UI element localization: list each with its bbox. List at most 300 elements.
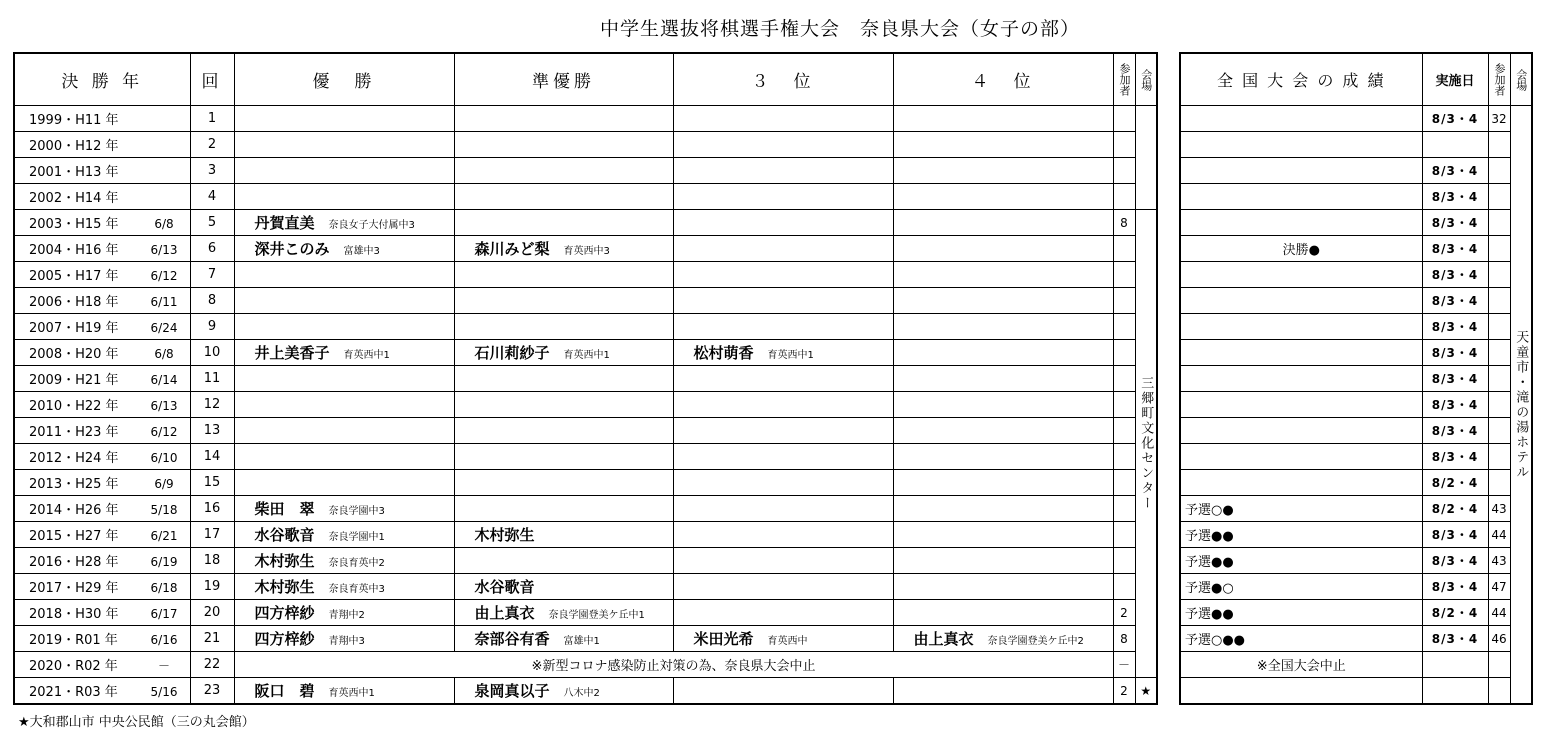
year-label: 2014・H26 年 [29, 503, 119, 518]
national-date: 8/3・4 [1422, 236, 1488, 262]
table-row [14, 314, 1157, 340]
national-row [1180, 158, 1532, 184]
round-number: 11 [190, 366, 234, 392]
participant-count [1113, 314, 1135, 340]
header-third: ３ 位 [673, 53, 893, 106]
national-date: 8/3・4 [1422, 392, 1488, 418]
year-label: 2004・H16 年 [29, 243, 119, 258]
round-number: 8 [190, 288, 234, 314]
runner-up-cell [454, 366, 673, 392]
table-row [14, 392, 1157, 418]
table-row [14, 236, 1157, 262]
participant-count [1113, 158, 1135, 184]
national-result [1180, 262, 1422, 288]
runner-up-cell [454, 106, 673, 132]
runner-up-name: 木村弥生 [474, 526, 535, 544]
national-date: 8/3・4 [1422, 210, 1488, 236]
year-cell [14, 236, 190, 262]
date-label: 5/16 [150, 685, 178, 699]
fourth-cell [893, 340, 1113, 366]
national-participant-count: 47 [1488, 574, 1510, 600]
national-row [1180, 132, 1532, 158]
header-fourth: ４ 位 [893, 53, 1113, 106]
third-cell [673, 340, 893, 366]
results-table [13, 52, 1158, 705]
national-row [1180, 626, 1532, 652]
national-participant-count: 43 [1488, 496, 1510, 522]
third-name: 松村萌香 [693, 344, 754, 362]
national-date [1422, 652, 1488, 678]
national-row [1180, 314, 1532, 340]
round-number: 15 [190, 470, 234, 496]
fourth-cell [893, 158, 1113, 184]
national-result [1180, 288, 1422, 314]
national-result [1180, 314, 1422, 340]
year-cell [14, 574, 190, 600]
national-result [1180, 470, 1422, 496]
third-cell [673, 236, 893, 262]
fourth-cell [893, 210, 1113, 236]
fourth-cell [893, 132, 1113, 158]
year-cell [14, 470, 190, 496]
winner-school: 奈良学園中1 [328, 532, 385, 543]
table-row [14, 262, 1157, 288]
national-result: 予選○● [1180, 496, 1422, 522]
national-row [1180, 340, 1532, 366]
date-label: 6/12 [150, 269, 178, 283]
national-participant-count [1488, 314, 1510, 340]
fourth-cell [893, 496, 1113, 522]
national-date: 8/3・4 [1422, 184, 1488, 210]
date-label: 6/10 [150, 451, 178, 465]
round-number: 2 [190, 132, 234, 158]
header-participants: 参加者 [1113, 53, 1135, 106]
date-label: 6/8 [154, 347, 174, 361]
national-result [1180, 210, 1422, 236]
participant-count [1113, 522, 1135, 548]
year-cell [14, 652, 190, 678]
participant-count [1113, 288, 1135, 314]
year-cell [14, 158, 190, 184]
table-row [14, 210, 1157, 236]
national-participant-count [1488, 392, 1510, 418]
participant-count: 2 [1113, 678, 1135, 705]
national-result [1180, 366, 1422, 392]
national-participant-count: 44 [1488, 600, 1510, 626]
winner-cell [234, 496, 454, 522]
year-label: 2017・H29 年 [29, 581, 119, 596]
year-cell [14, 366, 190, 392]
runner-up-name: 水谷歌音 [474, 578, 535, 596]
round-number: 12 [190, 392, 234, 418]
runner-up-name: 石川莉紗子 [474, 344, 550, 362]
year-cell [14, 444, 190, 470]
national-row [1180, 600, 1532, 626]
year-label: 2019・R01 年 [29, 633, 118, 648]
round-number: 6 [190, 236, 234, 262]
header-winner: 優 勝 [234, 53, 454, 106]
national-date: 8/3・4 [1422, 366, 1488, 392]
table-row [14, 522, 1157, 548]
runner-up-school: 奈良学園登美ケ丘中1 [548, 610, 645, 621]
participant-count [1113, 340, 1135, 366]
national-date [1422, 132, 1488, 158]
winner-cell [234, 444, 454, 470]
table-row [14, 678, 1157, 705]
year-cell [14, 548, 190, 574]
third-cell [673, 522, 893, 548]
national-result [1180, 392, 1422, 418]
year-cell [14, 288, 190, 314]
national-row [1180, 210, 1532, 236]
national-participant-count [1488, 444, 1510, 470]
runner-up-cell [454, 548, 673, 574]
date-label: 5/18 [150, 503, 178, 517]
national-participant-count [1488, 470, 1510, 496]
winner-cell [234, 548, 454, 574]
year-label: 2005・H17 年 [29, 269, 119, 284]
year-label: 2013・H25 年 [29, 477, 119, 492]
winner-cell [234, 132, 454, 158]
date-label: 6/18 [150, 581, 178, 595]
round-number: 17 [190, 522, 234, 548]
national-participant-count [1488, 288, 1510, 314]
year-cell [14, 106, 190, 132]
winner-name: 水谷歌音 [254, 526, 315, 544]
winner-cell [234, 366, 454, 392]
year-cell [14, 626, 190, 652]
winner-school: 青翔中3 [328, 636, 365, 647]
national-row [1180, 366, 1532, 392]
runner-up-cell [454, 236, 673, 262]
winner-cell [234, 470, 454, 496]
national-date: 8/3・4 [1422, 288, 1488, 314]
date-label: 6/13 [150, 243, 178, 257]
third-cell [673, 470, 893, 496]
winner-school: 奈良育英中2 [328, 558, 385, 569]
participant-count: － [1113, 652, 1135, 678]
national-row [1180, 496, 1532, 522]
year-label: 2000・H12 年 [29, 139, 119, 154]
winner-name: 柴田 翠 [254, 500, 315, 518]
national-result: 予選○●● [1180, 626, 1422, 652]
winner-name: 木村弥生 [254, 578, 315, 596]
runner-up-cell [454, 418, 673, 444]
national-row [1180, 236, 1532, 262]
national-row [1180, 548, 1532, 574]
national-result [1180, 340, 1422, 366]
year-label: 2010・H22 年 [29, 399, 119, 414]
year-cell [14, 340, 190, 366]
year-cell [14, 418, 190, 444]
participant-count: 8 [1113, 626, 1135, 652]
national-date: 8/3・4 [1422, 444, 1488, 470]
table-row [14, 106, 1157, 132]
participant-count [1113, 470, 1135, 496]
round-number: 3 [190, 158, 234, 184]
winner-cell [234, 392, 454, 418]
participant-count [1113, 106, 1135, 132]
national-date: 8/3・4 [1422, 340, 1488, 366]
winner-cell [234, 574, 454, 600]
round-number: 19 [190, 574, 234, 600]
fourth-cell [893, 418, 1113, 444]
winner-name: 四方梓紗 [254, 604, 315, 622]
national-participant-count: 43 [1488, 548, 1510, 574]
national-header-row [1180, 53, 1532, 106]
date-label: 6/8 [154, 217, 174, 231]
fourth-cell [893, 626, 1113, 652]
round-number: 16 [190, 496, 234, 522]
runner-up-cell [454, 184, 673, 210]
participant-count [1113, 262, 1135, 288]
national-result [1180, 418, 1422, 444]
third-school: 育英西中1 [767, 350, 814, 361]
winner-cell [234, 106, 454, 132]
national-date: 8/2・4 [1422, 496, 1488, 522]
year-label: 2008・H20 年 [29, 347, 119, 362]
runner-up-cell [454, 678, 673, 705]
participant-count [1113, 496, 1135, 522]
table-row [14, 600, 1157, 626]
table-row [14, 340, 1157, 366]
year-cell [14, 600, 190, 626]
participant-count: 8 [1113, 210, 1135, 236]
winner-name: 丹賀直美 [254, 214, 315, 232]
fourth-name: 由上真衣 [913, 630, 974, 648]
round-number: 5 [190, 210, 234, 236]
national-result [1180, 158, 1422, 184]
winner-cell [234, 418, 454, 444]
national-row [1180, 652, 1532, 678]
round-number: 1 [190, 106, 234, 132]
national-participant-count [1488, 210, 1510, 236]
covid-cancel-note: ※新型コロナ感染防止対策の為、奈良県大会中止 [234, 652, 1113, 678]
national-result: 予選●○ [1180, 574, 1422, 600]
runner-up-cell [454, 522, 673, 548]
winner-school: 奈良女子大付属中3 [328, 220, 415, 231]
round-number: 14 [190, 444, 234, 470]
runner-up-cell [454, 470, 673, 496]
year-label: 2018・H30 年 [29, 607, 119, 622]
national-participant-count [1488, 652, 1510, 678]
national-participant-count [1488, 184, 1510, 210]
runner-up-cell [454, 574, 673, 600]
year-label: 2007・H19 年 [29, 321, 119, 336]
winner-cell [234, 262, 454, 288]
page-title: 中学生選抜将棋選手権大会 奈良県大会（女子の部） [599, 18, 1080, 40]
winner-name: 井上美香子 [254, 344, 330, 362]
third-cell [673, 184, 893, 210]
fourth-cell [893, 184, 1113, 210]
national-result [1180, 444, 1422, 470]
year-label: 2003・H15 年 [29, 217, 119, 232]
runner-up-cell [454, 600, 673, 626]
year-label: 2012・H24 年 [29, 451, 119, 466]
winner-cell [234, 600, 454, 626]
date-label: 6/12 [150, 425, 178, 439]
national-participant-count [1488, 418, 1510, 444]
national-participant-count [1488, 678, 1510, 705]
national-participant-count [1488, 366, 1510, 392]
national-participant-count [1488, 132, 1510, 158]
table-row [14, 158, 1157, 184]
fourth-cell [893, 678, 1113, 705]
table-row [14, 418, 1157, 444]
year-cell [14, 392, 190, 418]
national-result: 予選●● [1180, 548, 1422, 574]
participant-count [1113, 574, 1135, 600]
year-label: 2011・H23 年 [29, 425, 119, 440]
fourth-cell [893, 288, 1113, 314]
third-name: 米田光希 [693, 630, 754, 648]
national-row [1180, 184, 1532, 210]
fourth-cell [893, 522, 1113, 548]
national-row [1180, 444, 1532, 470]
runner-up-name: 由上真衣 [474, 604, 535, 622]
national-cancel-note: ※全国大会中止 [1180, 652, 1422, 678]
fourth-cell [893, 600, 1113, 626]
third-cell [673, 262, 893, 288]
date-label: 6/21 [150, 529, 178, 543]
national-row [1180, 470, 1532, 496]
date-label: 6/17 [150, 607, 178, 621]
winner-cell [234, 158, 454, 184]
runner-up-cell [454, 262, 673, 288]
national-date: 8/3・4 [1422, 522, 1488, 548]
winner-name: 深井このみ [254, 240, 330, 258]
table-row [14, 132, 1157, 158]
year-cell [14, 496, 190, 522]
winner-school: 育英西中1 [328, 688, 375, 699]
fourth-cell [893, 444, 1113, 470]
winner-school: 育英西中1 [343, 350, 390, 361]
table-row [14, 652, 1157, 678]
third-cell [673, 288, 893, 314]
participant-count [1113, 236, 1135, 262]
winner-cell [234, 626, 454, 652]
table-row [14, 444, 1157, 470]
national-row [1180, 522, 1532, 548]
header-row [14, 53, 1157, 106]
national-date: 8/3・4 [1422, 158, 1488, 184]
date-label: 6/14 [150, 373, 178, 387]
fourth-school: 奈良学園登美ケ丘中2 [987, 636, 1084, 647]
runner-up-name: 奈部谷有香 [474, 630, 550, 648]
year-cell [14, 184, 190, 210]
year-cell [14, 132, 190, 158]
participant-count [1113, 444, 1135, 470]
national-row [1180, 392, 1532, 418]
winner-cell [234, 678, 454, 705]
table-row [14, 184, 1157, 210]
national-date: 8/3・4 [1422, 574, 1488, 600]
date-label: 6/13 [150, 399, 178, 413]
fourth-cell [893, 470, 1113, 496]
third-cell [673, 678, 893, 705]
fourth-cell [893, 548, 1113, 574]
runner-up-name: 森川みど梨 [474, 240, 550, 258]
header-year: 決 勝 年 [14, 53, 190, 106]
round-number: 4 [190, 184, 234, 210]
venue-star: ★ [1135, 678, 1157, 705]
fourth-cell [893, 366, 1113, 392]
header-national-date: 実施日 [1422, 53, 1488, 106]
national-result [1180, 132, 1422, 158]
date-label: － [157, 659, 170, 673]
table-row [14, 548, 1157, 574]
fourth-cell [893, 314, 1113, 340]
third-cell [673, 106, 893, 132]
winner-cell [234, 236, 454, 262]
runner-up-cell [454, 340, 673, 366]
runner-up-school: 育英西中1 [563, 350, 610, 361]
winner-school: 富雄中3 [343, 246, 380, 257]
venue-footnote: ★大和郡山市 中央公民館（三の丸会館） [18, 715, 255, 730]
third-cell [673, 210, 893, 236]
fourth-cell [893, 236, 1113, 262]
national-participant-count [1488, 262, 1510, 288]
runner-up-name: 泉岡真以子 [474, 682, 550, 700]
winner-cell [234, 288, 454, 314]
national-date: 8/2・4 [1422, 600, 1488, 626]
fourth-cell [893, 392, 1113, 418]
national-result [1180, 106, 1422, 132]
year-label: 2009・H21 年 [29, 373, 119, 388]
national-row [1180, 574, 1532, 600]
round-number: 22 [190, 652, 234, 678]
runner-up-school: 富雄中1 [563, 636, 600, 647]
third-cell [673, 574, 893, 600]
round-number: 20 [190, 600, 234, 626]
year-label: 2002・H14 年 [29, 191, 119, 206]
participant-count [1113, 366, 1135, 392]
table-row [14, 366, 1157, 392]
winner-school: 青翔中2 [328, 610, 365, 621]
national-date: 8/3・4 [1422, 262, 1488, 288]
fourth-cell [893, 262, 1113, 288]
national-row [1180, 288, 1532, 314]
year-cell [14, 210, 190, 236]
national-result: 予選●● [1180, 600, 1422, 626]
runner-up-cell [454, 392, 673, 418]
third-cell [673, 418, 893, 444]
third-school: 育英西中 [767, 636, 808, 647]
national-row [1180, 106, 1532, 132]
round-number: 10 [190, 340, 234, 366]
national-row [1180, 678, 1532, 705]
national-participant-count [1488, 236, 1510, 262]
fourth-cell [893, 574, 1113, 600]
third-cell [673, 158, 893, 184]
participant-count [1113, 548, 1135, 574]
third-cell [673, 600, 893, 626]
fourth-cell [893, 106, 1113, 132]
national-result: 予選●● [1180, 522, 1422, 548]
national-participant-count: 46 [1488, 626, 1510, 652]
header-national-result: 全 国 大 会 の 成 績 [1180, 53, 1422, 106]
round-number: 23 [190, 678, 234, 705]
year-label: 2015・H27 年 [29, 529, 119, 544]
national-date: 8/3・4 [1422, 106, 1488, 132]
header-round: 回 [190, 53, 234, 106]
national-date: 8/3・4 [1422, 626, 1488, 652]
date-label: 6/9 [154, 477, 174, 491]
year-cell [14, 522, 190, 548]
participant-count [1113, 132, 1135, 158]
header-runner-up: 準優勝 [454, 53, 673, 106]
national-date [1422, 678, 1488, 705]
